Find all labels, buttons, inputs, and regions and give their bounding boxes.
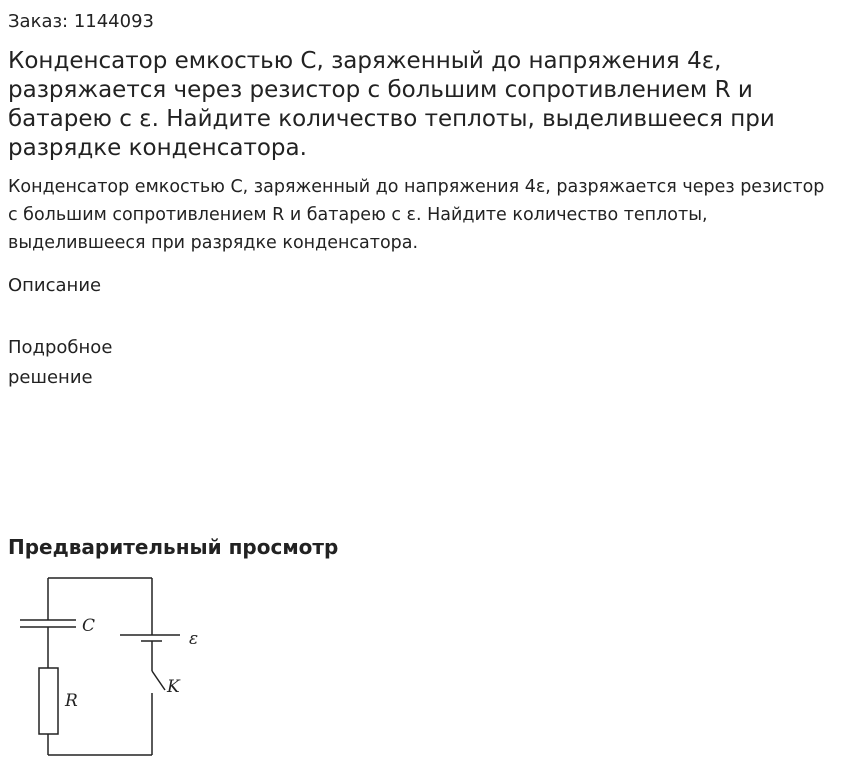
key-label: K bbox=[167, 677, 180, 697]
resistor-label: R bbox=[65, 691, 78, 711]
circuit-diagram bbox=[0, 565, 220, 765]
capacitor-label: C bbox=[82, 616, 96, 636]
order-number: Заказ: 1144093 bbox=[8, 11, 154, 32]
preview-heading: Предварительный просмотр bbox=[8, 535, 339, 559]
task-title: Конденсатор емкостью C, заряженный до напряжения 4ε, разряжается через резистор с большим сопротивлением R и батарею с ε. Найдите количество теплоты, выделившееся при разрядке конденсатора. bbox=[8, 48, 775, 161]
detailed-solution-tab[interactable]: Подробное решение bbox=[8, 337, 113, 388]
key-switch bbox=[152, 671, 165, 690]
battery-label: ε bbox=[189, 629, 199, 649]
task-description: Конденсатор емкостью C, заряженный до напряжения 4ε, разряжается через резистор с большим сопротивлением R и батарею с ε. Найдите количество теплоты, выделившееся при разрядке конденсатора. bbox=[8, 177, 825, 253]
resistor bbox=[39, 668, 58, 734]
description-tab[interactable]: Описание bbox=[8, 275, 102, 296]
